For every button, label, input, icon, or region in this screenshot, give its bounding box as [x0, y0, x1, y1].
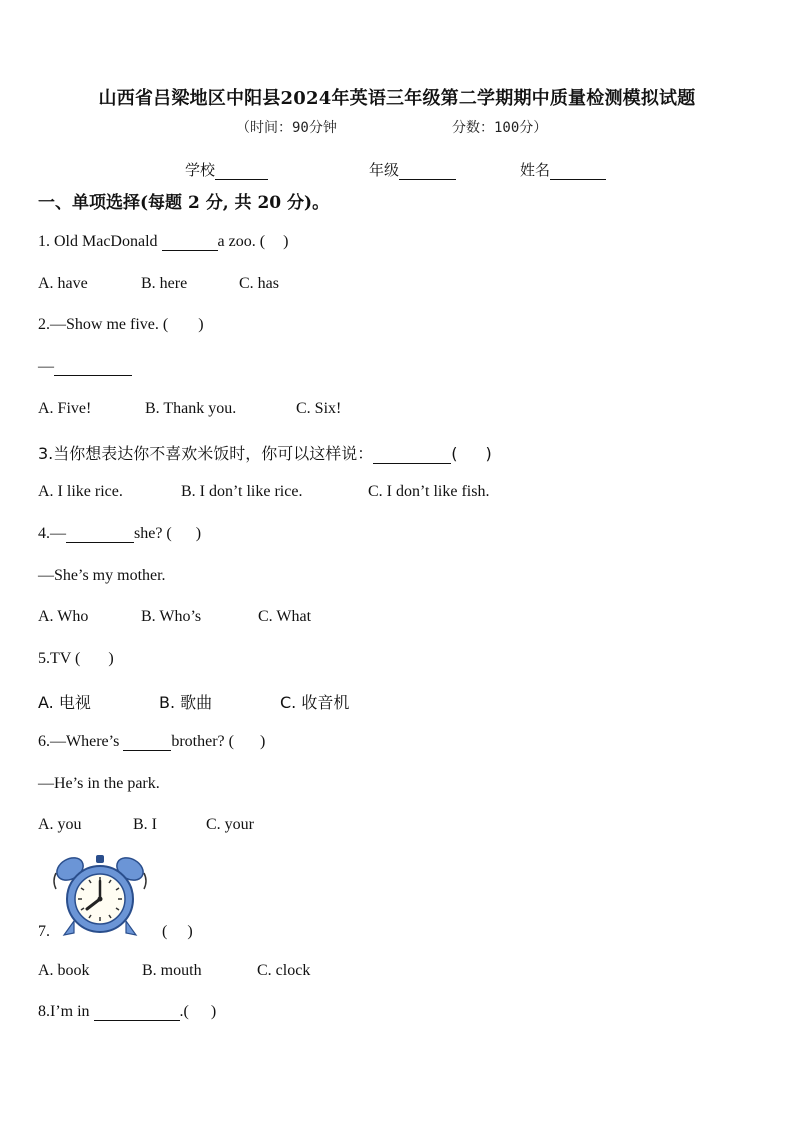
question-5-stem: 5.TV (: [38, 650, 81, 667]
name-field[interactable]: [520, 159, 606, 180]
question-2: [38, 316, 204, 334]
question-6-paren-close: ): [259, 733, 266, 750]
q4-option-b[interactable]: B. Who’s: [141, 608, 202, 625]
question-8-stem: 8.I’m in: [38, 1003, 94, 1020]
grade-label: 年级: [369, 161, 400, 179]
school-blank[interactable]: [215, 164, 268, 180]
alarm-clock-icon: [50, 851, 150, 937]
question-4-stem: 4.—: [38, 525, 66, 542]
q5-option-a[interactable]: A. 电视: [38, 693, 91, 712]
q1-option-a[interactable]: A. have: [38, 275, 88, 292]
q2-option-c[interactable]: C. Six!: [296, 400, 342, 417]
q3-option-a[interactable]: A. I like rice.: [38, 483, 123, 500]
question-7-parens: [162, 923, 193, 941]
q1-option-b[interactable]: B. here: [141, 275, 188, 292]
question-5: [38, 650, 114, 668]
q5-option-c[interactable]: C. 收音机: [280, 693, 350, 712]
q2-option-a[interactable]: A. Five!: [38, 400, 92, 417]
question-1: [38, 233, 288, 251]
question-7-paren-open: (: [162, 923, 168, 940]
q5-option-b[interactable]: B. 歌曲: [159, 693, 213, 712]
question-8-blank[interactable]: [94, 1004, 180, 1021]
question-1-paren-close: ): [283, 233, 289, 250]
question-6-blank[interactable]: [123, 734, 171, 751]
section-title: 一、单项选择(每题 2 分, 共 20 分)。: [38, 193, 330, 213]
question-3: [38, 441, 492, 464]
question-3-blank[interactable]: [373, 447, 451, 464]
question-6-stem: 6.—Where’s: [38, 733, 124, 750]
question-3-paren-open: (: [451, 444, 458, 463]
question-4: [38, 525, 201, 543]
question-8: [38, 1003, 216, 1021]
question-2-paren-close: ): [198, 316, 204, 333]
question-6-reply: —He’s in the park.: [38, 775, 160, 792]
question-6: [38, 733, 265, 751]
q4-option-c[interactable]: C. What: [258, 608, 312, 625]
q7-option-c[interactable]: C. clock: [257, 962, 311, 979]
question-2-reply: [38, 358, 132, 376]
question-7-stem: 7.: [38, 923, 50, 940]
question-2-stem: 2.—Show me five. (: [38, 316, 169, 333]
question-1-blank[interactable]: [162, 234, 218, 251]
question-4-blank[interactable]: [66, 526, 134, 543]
q1-option-c[interactable]: C. has: [239, 275, 279, 292]
name-label: 姓名: [520, 161, 551, 179]
question-7: [38, 923, 50, 941]
q6-option-a[interactable]: A. you: [38, 816, 82, 833]
question-7-paren-close: ): [187, 923, 193, 940]
question-3-stem: 3.当你想表达你不喜欢米饭时，你可以这样说：: [38, 444, 374, 463]
q2-option-b[interactable]: B. Thank you.: [145, 400, 237, 417]
grade-blank[interactable]: [399, 164, 456, 180]
q7-option-a[interactable]: A. book: [38, 962, 90, 979]
question-3-paren-close: ): [485, 444, 492, 463]
q6-option-c[interactable]: C. your: [206, 816, 254, 833]
question-4-stem-b: she? (: [134, 525, 172, 542]
question-2-blank[interactable]: [54, 359, 132, 376]
question-6-stem-b: brother? (: [171, 733, 234, 750]
question-8-paren-close: ): [210, 1003, 217, 1020]
q7-option-b[interactable]: B. mouth: [142, 962, 202, 979]
q3-option-c[interactable]: C. I don’t like fish.: [368, 483, 490, 500]
name-blank[interactable]: [550, 164, 606, 180]
q3-option-b[interactable]: B. I don’t like rice.: [181, 483, 303, 500]
school-field[interactable]: [185, 159, 268, 180]
question-4-reply: —She’s my mother.: [38, 567, 166, 584]
question-8-paren-open: .(: [179, 1003, 189, 1020]
q6-option-b[interactable]: B. I: [133, 816, 157, 833]
question-4-paren-close: ): [195, 525, 202, 542]
question-1-stem: 1. Old MacDonald: [38, 233, 162, 250]
exam-title: 山西省吕梁地区中阳县2024年英语三年级第二学期期中质量检测模拟试题: [98, 88, 696, 109]
question-2-dash: —: [38, 358, 54, 375]
question-5-paren-close: ): [108, 650, 114, 667]
exam-time: （时间：90分钟: [236, 120, 337, 136]
school-label: 学校: [185, 161, 216, 179]
q4-option-a[interactable]: A. Who: [38, 608, 89, 625]
question-1-stem-b: a zoo. (: [217, 233, 266, 250]
exam-score: 分数：100分）: [452, 120, 548, 136]
grade-field[interactable]: [369, 159, 456, 180]
